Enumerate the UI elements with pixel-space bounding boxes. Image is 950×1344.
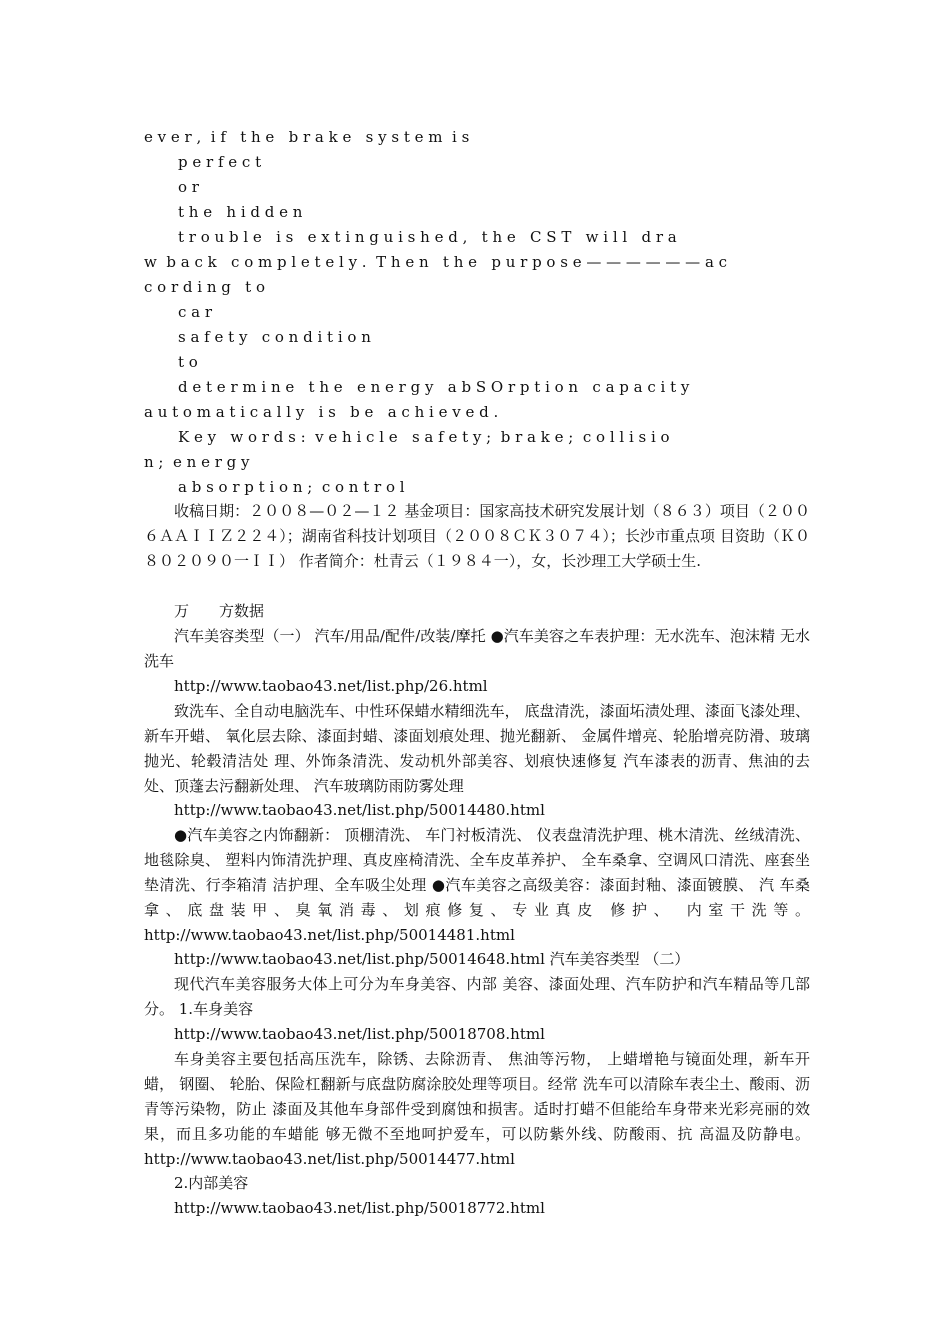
abstract-line: s a f e t y c o n d i t i o n [178,328,371,346]
abstract-line: o r [178,178,199,196]
url-link[interactable]: http://www.taobao43.net/list.php/26.html [174,677,488,695]
url-heading-line: http://www.taobao43.net/list.php/50014648.html 汽车美容类型 （二） [174,950,690,968]
url-link[interactable]: http://www.taobao43.net/list.php/50018772.html [174,1199,545,1217]
abstract-line: t h e h i d d e n [178,203,303,221]
abstract-line: d e t e r m i n e t h e e n e r g y a b S O r p t i o n c a p a c i t y [178,378,690,396]
body-paragraph: ●汽车美容之内饰翻新： 顶棚清洗、 车门衬板清洗、 仪表盘清洗护理、桃木清洗、丝绒清洗、地毯除臭、 塑料内饰清洗护理、真皮座椅清洗、全车皮革养护、 全车桑拿、空调风口清洗、座套坐垫清洗、行李箱清 洁护理、全车吸尘处理 ●汽车美容之高级美容：漆面封釉、漆面镀膜、 汽 车桑拿、底盘装甲、臭氧消毒、划痕修复、专业真皮 修护、 内室干洗等。 http://www.taobao43.net/list.php/50014481.html [144,826,810,944]
abstract-line: c a r [178,303,213,321]
body-paragraph: 现代汽车美容服务大体上可分为车身美容、内部 美容、漆面处理、汽车防护和汽车精品等几部分。 1.车身美容 [144,975,810,1018]
body-paragraph: 致洗车、全自动电脑洗车、中性环保蜡水精细洗车， 底盘清洗，漆面坧渍处理、漆面飞漆处理、新车开蜡、 氧化层去除、漆面封蜡、漆面划痕处理、抛光翻新、 金属件增亮、轮胎增亮防滑、玻璃抛光、轮毂清洁处 理、外饰条清洗、发动机外部美容、划痕快速修复 汽车漆表的沥青、焦油的去处、顶蓬去污翻新处理、 汽车玻璃防雨防雾处理 [144,702,810,795]
abstract-line: c o r d i n g t o [144,278,266,296]
abstract-line: e v e r , i f t h e b r a k e s y s t e m i s [144,128,470,146]
keywords-line: K e y w o r d s : v e h i c l e s a f e t y ; b r a k e ; c o l l i s i o [178,428,670,446]
abstract-line: t r o u b l e i s e x t i n g u i s h e d , t h e C S T w i l l d r a [178,228,677,246]
footnote-paragraph: 收稿日期：２００８—０２—１２ 基金项目：国家高技术研究发展计划（８６３）项目（２００６ＡＡＩＩＺ２２４）；湖南省科技计划项目（２００８ＣＫ３０７４）；长沙市重点项 目资助（Ｋ０８０２０９０一ＩＩ） 作者简介：杜青云（１９８４一），女，长沙理工大学硕士生. [144,502,810,570]
url-link[interactable]: http://www.taobao43.net/list.php/50018708.html [174,1025,545,1043]
watermark-text: 万 方数据 [174,602,265,620]
keywords-line: n ; e n e r g y [144,453,250,471]
url-link[interactable]: http://www.taobao43.net/list.php/50014480.html [174,801,545,819]
section-heading-paragraph: 汽车美容类型（一） 汽车/用品/配件/改装/摩托 ●汽车美容之车表护理：无水洗车、泡沫精 无水洗车 [144,627,810,670]
abstract-line: p e r f e c t [178,153,262,171]
abstract-line: w b a c k c o m p l e t e l y . T h e n t h e p u r p o s e — — — — — — a c [144,253,728,271]
abstract-line: t o [178,353,198,371]
body-paragraph: 车身美容主要包括高压洗车，除锈、去除沥青、 焦油等污物， 上蜡增艳与镜面处理，新车开蜡， 钢圈、 轮胎、保险杠翻新与底盘防腐涂胶处理等项目。经常 洗车可以清除车表尘土、酸雨、沥青等污染物，防止 漆面及其他车身部件受到腐蚀和损害。适时打蜡不但能给车身带来光彩亮丽的效果，而且多功能的车蜡能 够无微不至地呵护爱车，可以防紫外线、防酸雨、抗 高温及防静电。http://www.taobao43.net/list.php/50014477.html [144,1050,810,1168]
subsection-heading: 2.内部美容 [174,1174,249,1192]
keywords-line: a b s o r p t i o n ; c o n t r o l [178,478,405,496]
abstract-line: a u t o m a t i c a l l y i s b e a c h i e v e d . [144,403,499,421]
